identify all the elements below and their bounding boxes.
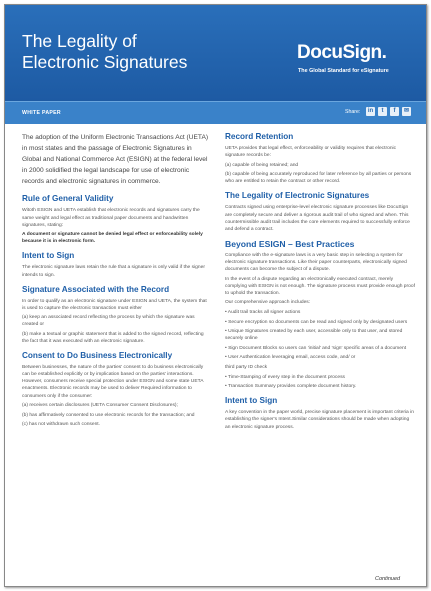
heading-legality: The Legality of Electronic Signatures <box>225 191 370 201</box>
list-item: • Time-Stamping of every step in the document process <box>225 374 345 380</box>
facebook-icon[interactable]: f <box>390 107 399 116</box>
list-item: • Secure encryption so documents can be read and signed only by designated users <box>225 319 408 325</box>
rule-paragraph: Witoth ESIGN and UETA establish that electronic records and signatures carry the same weight and legal effect as traditional paper documents and handwritten signatures, stating: <box>22 208 200 228</box>
association-item-b: (b) make a textual or graphic statement that is added to the signed record, reflecting the fact that it was executed with an electronic signature. <box>22 332 204 345</box>
header-banner <box>5 5 426 101</box>
intro-paragraph: The adoption of the Uniform Electronic Transactions Act (UETA) in most states and the passage of Electronic Signatures in Global and National Commerce Act (ESIGN) at the federal level in 2000 solidified the legal landscape for use of electronic records and electronic signatures in commerce. <box>22 134 209 186</box>
twitter-icon[interactable]: t <box>378 107 387 116</box>
rule-statement: A document or signature cannot be denied legal effect or enforceability solely because it is in electronic form. <box>22 232 203 245</box>
association-item-a: (a) keep an associated record reflecting the process by which the signature was created or <box>22 315 195 328</box>
list-item: • Unique Signatures created by each user, accessible only to that user, and stored securely online <box>225 329 403 342</box>
beyond-paragraph-3: Our comprehensive approach includes: <box>225 300 311 306</box>
intent-paragraph-2: A key convention in the paper world, precise signature placement is important criteria in establishing the signer's Intent.Similar considerations should be made when adopting an electronic signature process. <box>225 410 414 430</box>
list-item: • Transaction Summary provides complete document history. <box>225 384 357 390</box>
retention-paragraph: UETA provides that legal effect, enforceability or validity requires that electronic signature records be: <box>225 146 397 159</box>
list-item: • Sign Document Blocks so users can 'initial' and 'sign' specific areas of a document <box>225 345 407 351</box>
docusign-logo <box>297 42 386 64</box>
association-paragraph: In order to qualify as an electronic signature under ESIGN and UETA, the system that is used to capture the electronic transaction must either <box>22 298 207 311</box>
heading-best-practices: Beyond ESIGN – Best Practices <box>225 238 355 249</box>
heading-signature-association: Signature Associated with the Record <box>22 284 170 294</box>
legality-paragraph: Contracts signed using enterprise-level electronic signature processes like DocuSign are completely secure and deliver a rigorous audit trail of who signed and when. This countermissible audit trail includes the core elements required to successfully enforce and defend a contract. <box>225 205 410 232</box>
title-line-2: Electronic Signatures <box>22 52 188 72</box>
white-paper-label: WHITE PAPER <box>22 110 61 116</box>
consent-item-b: (b) has affirmatively consented to use electronic records for the transaction; and <box>22 412 195 418</box>
consent-paragraph: Between businesses, the nature of the parties' consent to do business electronically can be established explicitly or by implication based on the parties' interactions. However, consumers receive special protection under ESIGN and some state UETA enactments. Electronic records may be used to deliver Required information to consumers only if the consumer: <box>22 365 204 399</box>
logo-text: DocuSign. <box>297 42 387 63</box>
heading-record-retention: Record Retention <box>225 132 294 141</box>
email-icon[interactable]: ✉ <box>403 108 410 114</box>
left-column <box>22 132 209 431</box>
retention-item-a: (a) capable of being retained; and <box>225 162 299 168</box>
continued-label: Continued <box>375 576 401 582</box>
beyond-paragraph-2: In the event of a dispute regarding an electronically executed contract, merely complying with ESIGN is not enough. The signature process must provide enough proof to uphold the transaction. <box>225 276 415 296</box>
linkedin-icon[interactable]: in <box>367 108 374 114</box>
heading-consent: Consent to Do Business Electronically <box>22 351 173 361</box>
white-paper-band <box>5 101 426 124</box>
share-label: Share: <box>345 109 361 115</box>
list-item: • User Authentication leveraging email, access code, and/ or <box>225 355 356 361</box>
consent-item-c: (c) has not withdrawn such consent. <box>22 422 101 428</box>
title-line-1: The Legality of <box>22 31 137 51</box>
right-column <box>225 132 415 433</box>
intent-paragraph: The electronic signature laws retain the rule that a signature is only valid if the signer intends to sign. <box>22 265 205 278</box>
document-page <box>4 4 427 587</box>
retention-item-b: (b) capable of being accurately reproduced for later reference by all parties or persons who are entitled to retain the contract or other record. <box>225 172 412 185</box>
heading-rule-general-validity: Rule of General Validity <box>22 194 114 204</box>
list-item: third party ID check <box>225 365 268 371</box>
logo-tagline: The Global Standard for eSignature <box>298 68 389 74</box>
list-item: • Audit trail tracks all signer actions <box>225 310 301 315</box>
consent-item-a: (a) receives certain disclosures (UETA Consumer Consent Disclosures); <box>22 403 178 409</box>
beyond-paragraph-1: Compliance with the e-signature laws is a very basic step in selecting a system for electronic signature transactions. Like their paper counterparts, electronically signed documents can become the subject of a dispute. <box>225 252 407 273</box>
heading-intent-to-sign: Intent to Sign <box>22 251 75 261</box>
heading-intent-to-sign-2: Intent to Sign <box>225 396 278 406</box>
page-title <box>22 31 242 73</box>
